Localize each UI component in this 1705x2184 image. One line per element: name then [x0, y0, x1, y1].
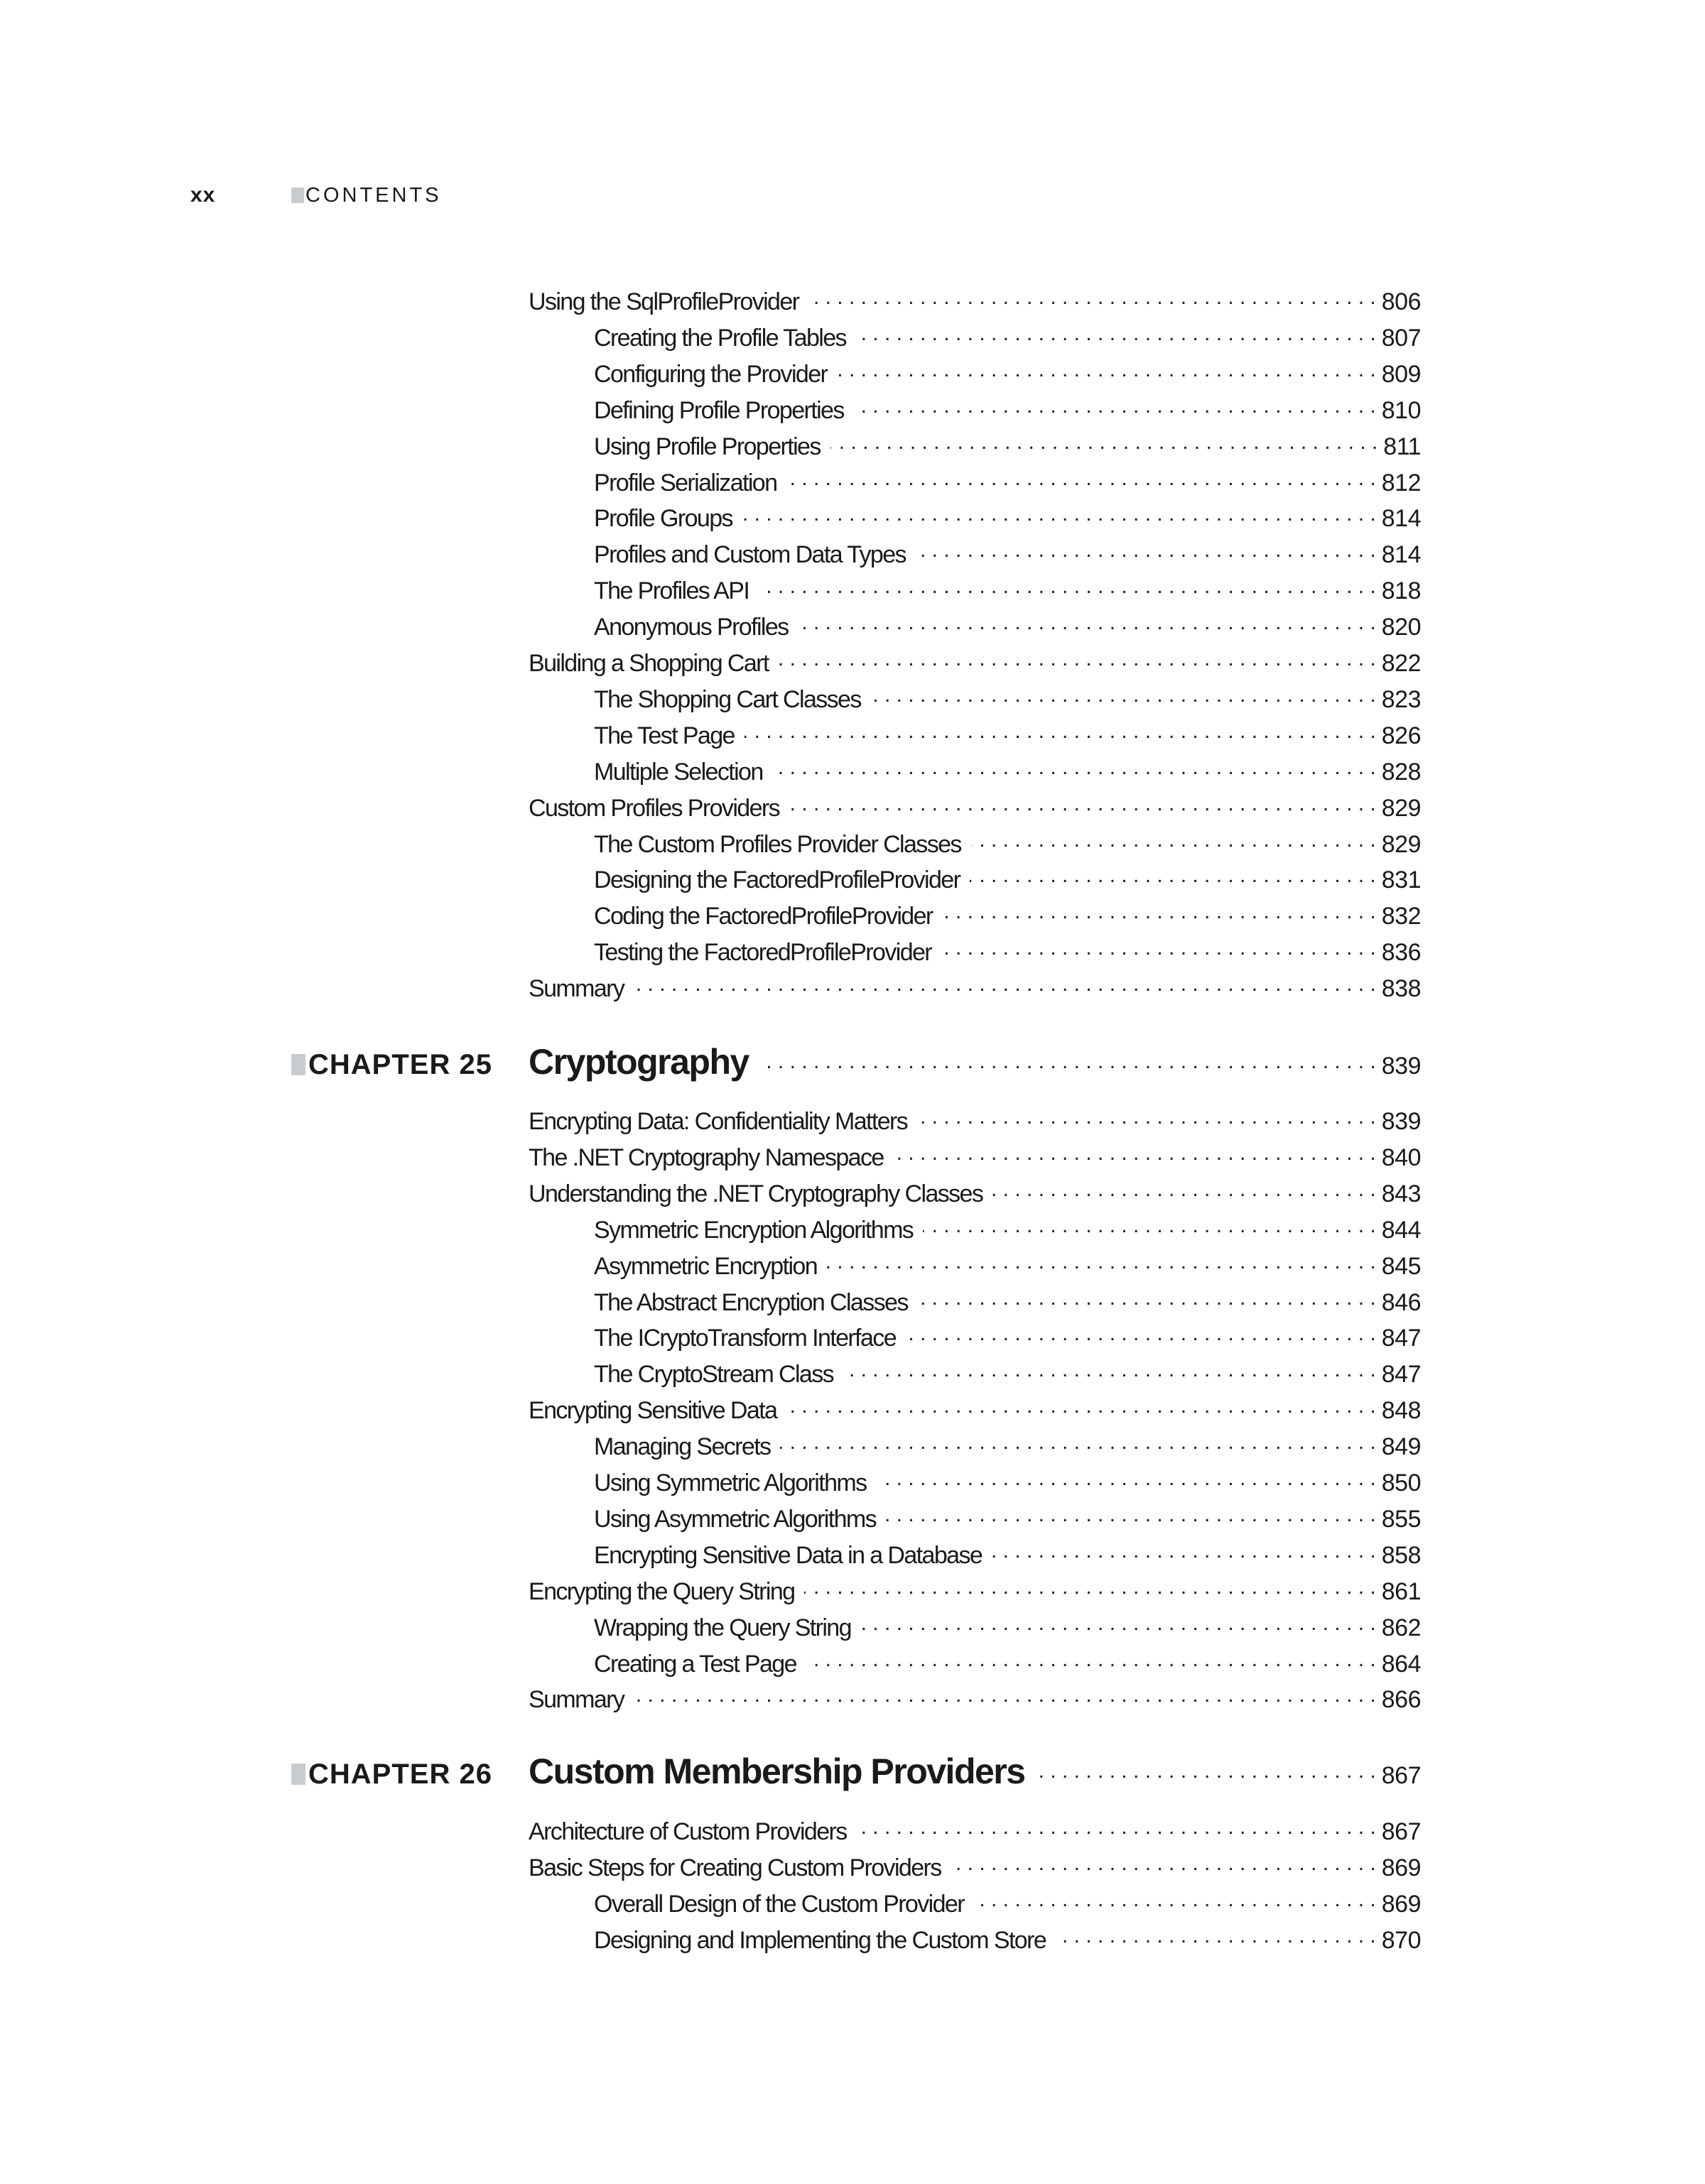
toc-entry-subsection[interactable] [594, 1322, 1421, 1357]
dot-leader [760, 1050, 1376, 1074]
entry-title: Wrapping the Query String [594, 1614, 851, 1641]
entry-page-number: 832 [1381, 903, 1421, 930]
dot-leader [1056, 1924, 1376, 1948]
dot-leader [951, 1852, 1376, 1876]
dot-leader [786, 467, 1375, 491]
toc-entry-section[interactable] [529, 1683, 1421, 1719]
entry-title: Designing and Implementing the Custom Store [594, 1926, 1046, 1954]
entry-title: Encrypting Sensitive Data in a Database [594, 1541, 983, 1569]
entry-title: Profile Groups [594, 505, 732, 533]
entry-page-number: 848 [1381, 1397, 1421, 1425]
entry-page-number: 818 [1381, 577, 1421, 605]
entry-title: Symmetric Encryption Algorithms [594, 1216, 914, 1244]
entry-title: Summary [529, 1686, 624, 1714]
entry-page-number: 814 [1381, 541, 1421, 569]
dot-leader [906, 1322, 1376, 1346]
toc-entry-section[interactable] [529, 1575, 1421, 1611]
toc-entry-subsection[interactable] [594, 1539, 1421, 1575]
chapter-heading[interactable] [291, 1041, 1421, 1091]
entry-page-number: 810 [1381, 396, 1421, 424]
entry-title: Building a Shopping Cart [529, 650, 769, 677]
toc-entry-subsection[interactable] [594, 358, 1421, 393]
chapter-label-text: CHAPTER 26 [308, 1759, 492, 1790]
entry-title: Profile Serialization [594, 469, 777, 496]
entry-title: Architecture of Custom Providers [529, 1818, 847, 1845]
dot-leader [861, 1612, 1376, 1636]
entry-title: The Profiles API [594, 577, 749, 605]
entry-title: Managing Secrets [594, 1433, 771, 1461]
dot-leader [799, 611, 1376, 635]
entry-title: The Test Page [594, 722, 735, 749]
entry-page-number: 869 [1381, 1854, 1421, 1881]
entry-page-number: 849 [1381, 1433, 1421, 1461]
entry-page-number: 811 [1383, 433, 1421, 460]
entry-title: Designing the FactoredProfileProvider [594, 866, 960, 894]
entry-title: Coding the FactoredProfileProvider [594, 903, 933, 930]
entry-title: The Custom Profiles Provider Classes [594, 830, 961, 858]
entry-page-number: 829 [1381, 794, 1421, 822]
dot-leader [804, 1575, 1375, 1599]
entry-title: Profiles and Custom Data Types [594, 541, 906, 569]
toc-entry-section[interactable] [529, 972, 1421, 1008]
entry-title: The Abstract Encryption Classes [594, 1288, 908, 1316]
entry-page-number: 864 [1381, 1650, 1421, 1678]
toc-entry-subsection[interactable] [594, 575, 1421, 610]
toc-entry-subsection[interactable] [594, 828, 1421, 864]
dot-leader [789, 792, 1376, 816]
toc-entry-section[interactable] [529, 1141, 1421, 1177]
dot-leader [780, 1430, 1375, 1455]
toc-entry-subsection[interactable] [594, 936, 1421, 972]
toc-entry-subsection[interactable] [594, 1214, 1421, 1249]
entry-page-number: 847 [1381, 1361, 1421, 1389]
entry-title: The Shopping Cart Classes [594, 685, 861, 713]
chapter-page-number: 867 [1381, 1762, 1421, 1789]
dot-leader [806, 1648, 1376, 1672]
entry-title: The .NET Cryptography Namespace [529, 1143, 884, 1171]
dot-leader [992, 1539, 1376, 1563]
dot-leader [634, 1683, 1376, 1707]
entry-page-number: 806 [1381, 288, 1421, 315]
entry-page-number: 843 [1381, 1180, 1421, 1207]
chapter-page-number: 839 [1381, 1053, 1421, 1080]
toc-entry-subsection[interactable] [594, 1648, 1421, 1683]
toc-entry-section[interactable] [529, 1852, 1421, 1887]
toc-entry-subsection[interactable] [594, 1250, 1421, 1286]
dot-leader [837, 358, 1376, 382]
entry-page-number: 866 [1381, 1686, 1421, 1714]
entry-title: Encrypting the Query String [529, 1577, 795, 1605]
toc-entry-section[interactable] [529, 1815, 1421, 1851]
entry-title: Using Symmetric Algorithms [594, 1469, 867, 1496]
dot-leader [886, 1503, 1376, 1527]
dot-leader [786, 1394, 1375, 1418]
dot-leader [923, 1214, 1376, 1238]
dot-leader [941, 936, 1376, 960]
entry-page-number: 822 [1381, 650, 1421, 677]
toc-entry-subsection[interactable] [594, 683, 1421, 719]
toc-entry-subsection[interactable] [594, 864, 1421, 899]
dot-leader [970, 864, 1375, 888]
dot-leader [634, 972, 1376, 996]
toc-entry-section[interactable] [529, 647, 1421, 683]
entry-title: The ICryptoTransform Interface [594, 1325, 897, 1352]
dot-leader [877, 1467, 1376, 1491]
entry-page-number: 829 [1381, 830, 1421, 858]
entry-page-number: 846 [1381, 1288, 1421, 1316]
dot-leader [992, 1178, 1376, 1202]
toc-entry-subsection[interactable] [594, 322, 1421, 357]
dot-leader [808, 286, 1375, 310]
entry-page-number: 809 [1381, 360, 1421, 388]
chapter-marker [291, 1764, 305, 1785]
dot-leader [856, 322, 1376, 346]
entry-title: Testing the FactoredProfileProvider [594, 939, 932, 967]
entry-title: Configuring the Provider [594, 360, 828, 388]
dot-leader [916, 538, 1376, 563]
entry-title: Creating the Profile Tables [594, 324, 846, 352]
entry-page-number: 861 [1381, 1577, 1421, 1605]
dot-leader [918, 1286, 1376, 1310]
entry-page-number: 845 [1381, 1252, 1421, 1280]
page-number: xx [190, 183, 216, 207]
entry-page-number: 858 [1381, 1541, 1421, 1569]
toc-entry-section[interactable] [529, 286, 1421, 321]
entry-title: Overall Design of the Custom Provider [594, 1890, 964, 1918]
toc-entry-subsection[interactable] [594, 467, 1421, 502]
toc-entry-subsection[interactable] [594, 394, 1421, 430]
dot-leader [830, 430, 1378, 455]
entry-page-number: 820 [1381, 614, 1421, 641]
toc-entry-subsection[interactable] [594, 1503, 1421, 1538]
entry-title: Encrypting Data: Confidentiality Matters [529, 1108, 908, 1135]
entry-title: Custom Profiles Providers [529, 794, 780, 822]
entry-page-number: 826 [1381, 722, 1421, 749]
chapter-marker [291, 1054, 305, 1075]
entry-page-number: 847 [1381, 1325, 1421, 1352]
header-label: CONTENTS [305, 183, 442, 207]
dot-leader [917, 1105, 1376, 1129]
entry-page-number: 870 [1381, 1926, 1421, 1954]
toc-entry-subsection[interactable] [594, 1612, 1421, 1647]
chapter-label [291, 1759, 529, 1791]
toc-entry-subsection[interactable] [594, 611, 1421, 646]
entry-page-number: 850 [1381, 1469, 1421, 1496]
entry-page-number: 814 [1381, 505, 1421, 533]
entry-page-number: 839 [1381, 1108, 1421, 1135]
entry-page-number: 828 [1381, 758, 1421, 786]
toc-entry-subsection[interactable] [594, 1430, 1421, 1466]
dot-leader [857, 1815, 1376, 1840]
entry-page-number: 807 [1381, 324, 1421, 352]
dot-leader [843, 1358, 1376, 1382]
entry-title: The CryptoStream Class [594, 1361, 834, 1389]
entry-page-number: 831 [1381, 866, 1421, 894]
toc-entry-section[interactable] [529, 1105, 1421, 1141]
chapter-label-text: CHAPTER 25 [308, 1049, 492, 1080]
chapter-label [291, 1049, 529, 1081]
toc-entry-subsection[interactable] [594, 1286, 1421, 1322]
entry-title: Multiple Selection [594, 758, 763, 786]
dot-leader [894, 1141, 1376, 1166]
entry-title: Understanding the .NET Cryptography Classes [529, 1180, 983, 1207]
dot-leader [1036, 1759, 1376, 1783]
entry-page-number: 844 [1381, 1216, 1421, 1244]
toc-entry-section[interactable] [529, 1178, 1421, 1213]
toc-entry-subsection[interactable] [594, 1888, 1421, 1923]
header-marker [291, 188, 304, 203]
entry-title: Defining Profile Properties [594, 396, 844, 424]
entry-page-number: 840 [1381, 1143, 1421, 1171]
page-header [190, 183, 442, 207]
dot-leader [759, 575, 1376, 599]
entry-page-number: 812 [1381, 469, 1421, 496]
dot-leader [827, 1250, 1376, 1274]
toc-entry-subsection[interactable] [594, 430, 1421, 466]
entry-title: Encrypting Sensitive Data [529, 1397, 777, 1425]
entry-title: Using Profile Properties [594, 433, 821, 460]
dot-leader [779, 647, 1376, 671]
dot-leader [742, 502, 1376, 526]
toc-entry-subsection[interactable] [594, 756, 1421, 791]
entry-page-number: 867 [1381, 1818, 1421, 1845]
chapter-title: Custom Membership Providers [529, 1751, 1025, 1791]
toc-entry-subsection[interactable] [594, 1358, 1421, 1393]
dot-leader [943, 900, 1376, 924]
toc-entry-section[interactable] [529, 792, 1421, 827]
entry-title: Using Asymmetric Algorithms [594, 1505, 877, 1533]
entry-title: Anonymous Profiles [594, 614, 789, 641]
toc-entry-subsection[interactable] [594, 1467, 1421, 1502]
dot-leader [745, 719, 1376, 744]
toc-entry-section[interactable] [529, 1394, 1421, 1430]
entry-page-number: 823 [1381, 685, 1421, 713]
toc-entry-subsection[interactable] [594, 538, 1421, 574]
toc-entry-subsection[interactable] [594, 719, 1421, 755]
dot-leader [974, 1888, 1376, 1912]
entry-page-number: 855 [1381, 1505, 1421, 1533]
entry-page-number: 836 [1381, 939, 1421, 967]
entry-page-number: 838 [1381, 975, 1421, 1003]
entry-page-number: 869 [1381, 1890, 1421, 1918]
toc-entry-subsection[interactable] [594, 1924, 1421, 1960]
dot-leader [971, 828, 1376, 852]
entry-page-number: 862 [1381, 1614, 1421, 1641]
toc-entry-subsection[interactable] [594, 502, 1421, 538]
dot-leader [854, 394, 1376, 418]
toc-entry-subsection[interactable] [594, 900, 1421, 935]
dot-leader [871, 683, 1376, 707]
entry-title: Creating a Test Page [594, 1650, 796, 1678]
entry-title: Asymmetric Encryption [594, 1252, 818, 1280]
entry-title: Basic Steps for Creating Custom Providers [529, 1854, 941, 1881]
entry-title: Summary [529, 975, 624, 1003]
chapter-heading[interactable] [291, 1751, 1421, 1800]
chapter-title: Cryptography [529, 1042, 749, 1082]
dot-leader [773, 756, 1376, 780]
entry-title: Using the SqlProfileProvider [529, 288, 799, 315]
